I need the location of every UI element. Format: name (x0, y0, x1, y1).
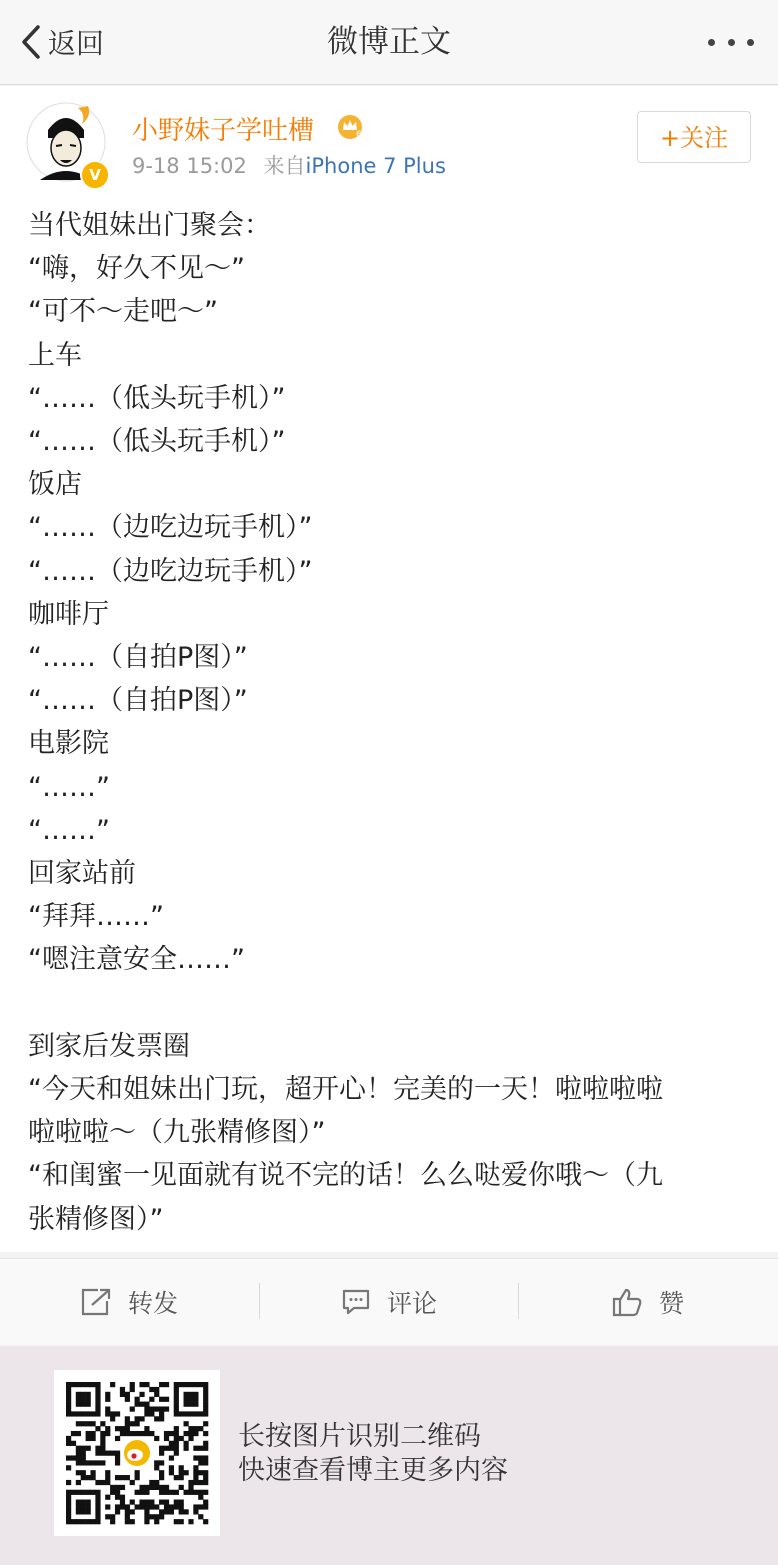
post-text (28, 204, 752, 1241)
username[interactable]: 小野妹子学吐槽 (132, 116, 315, 146)
post-line: “……（低头玩手机）” (28, 382, 286, 414)
comment-icon (341, 1288, 371, 1316)
qr-caption-line1: 长按图片识别二维码 (238, 1421, 481, 1452)
qr-code[interactable] (54, 1370, 220, 1536)
post-line: 到家后发票圈 (28, 1030, 190, 1062)
post-line: “……（低头玩手机）” (28, 426, 286, 458)
more-options-icon[interactable] (708, 30, 754, 54)
post-line: “……（自拍P图）” (28, 642, 248, 674)
share-icon (80, 1287, 112, 1317)
post-line: 饭店 (28, 469, 82, 501)
post-line: 当代姐妹出门聚会： (28, 210, 271, 241)
post-line: “……（边吃边玩手机）” (28, 512, 313, 544)
post-meta (132, 150, 446, 180)
comment-label: 评论 (387, 1289, 438, 1318)
crown-vip-icon (336, 113, 364, 139)
page-title: 微博正文 (327, 24, 451, 60)
post-time: 9-18 15:02 (132, 154, 247, 178)
post-line: 回家站前 (28, 858, 136, 890)
post-line: 张精修图）” (28, 1203, 164, 1235)
divider (518, 1283, 519, 1319)
post-line: 上车 (28, 339, 82, 371)
post-line: “嗯注意安全……” (28, 944, 245, 976)
post-line: “和闺蜜一见面就有说不完的话！么么哒爱你哦～（九 (28, 1160, 663, 1192)
post-line (28, 982, 752, 1025)
verified-badge: V (80, 160, 110, 190)
post-line: “……（自拍P图）” (28, 685, 248, 717)
qr-caption-line2: 快速查看博主更多内容 (238, 1455, 508, 1486)
divider (259, 1283, 260, 1319)
svg-text:6: 6 (356, 130, 362, 139)
back-label: 返回 (48, 27, 105, 60)
post-line: 电影院 (28, 728, 109, 760)
like-label: 赞 (659, 1289, 685, 1318)
comment-button[interactable] (341, 1259, 437, 1345)
post-line: 啦啦啦～（九张精修图）” (28, 1117, 326, 1149)
follow-button[interactable]: +关注 (637, 111, 751, 163)
action-bar (0, 1258, 778, 1345)
post-line: “可不～走吧～” (28, 296, 218, 328)
repost-button[interactable] (80, 1259, 178, 1345)
repost-label: 转发 (128, 1289, 179, 1318)
source-prefix: 来自 (263, 154, 306, 178)
post-line: “拜拜……” (28, 901, 164, 933)
top-nav-bar (0, 0, 778, 85)
qr-caption (238, 1420, 508, 1488)
like-button[interactable] (611, 1259, 684, 1345)
post-line: “嗨，好久不见～” (28, 253, 245, 285)
post-line: “……” (28, 814, 110, 846)
post-line: “……” (28, 771, 110, 803)
post-line: “今天和姐妹出门玩，超开心！完美的一天！啦啦啦啦 (28, 1074, 663, 1106)
post-source[interactable]: iPhone 7 Plus (305, 154, 446, 178)
post-line: “……（边吃边玩手机）” (28, 555, 313, 587)
thumbs-up-icon (611, 1287, 643, 1317)
post-line: 咖啡厅 (28, 598, 109, 630)
